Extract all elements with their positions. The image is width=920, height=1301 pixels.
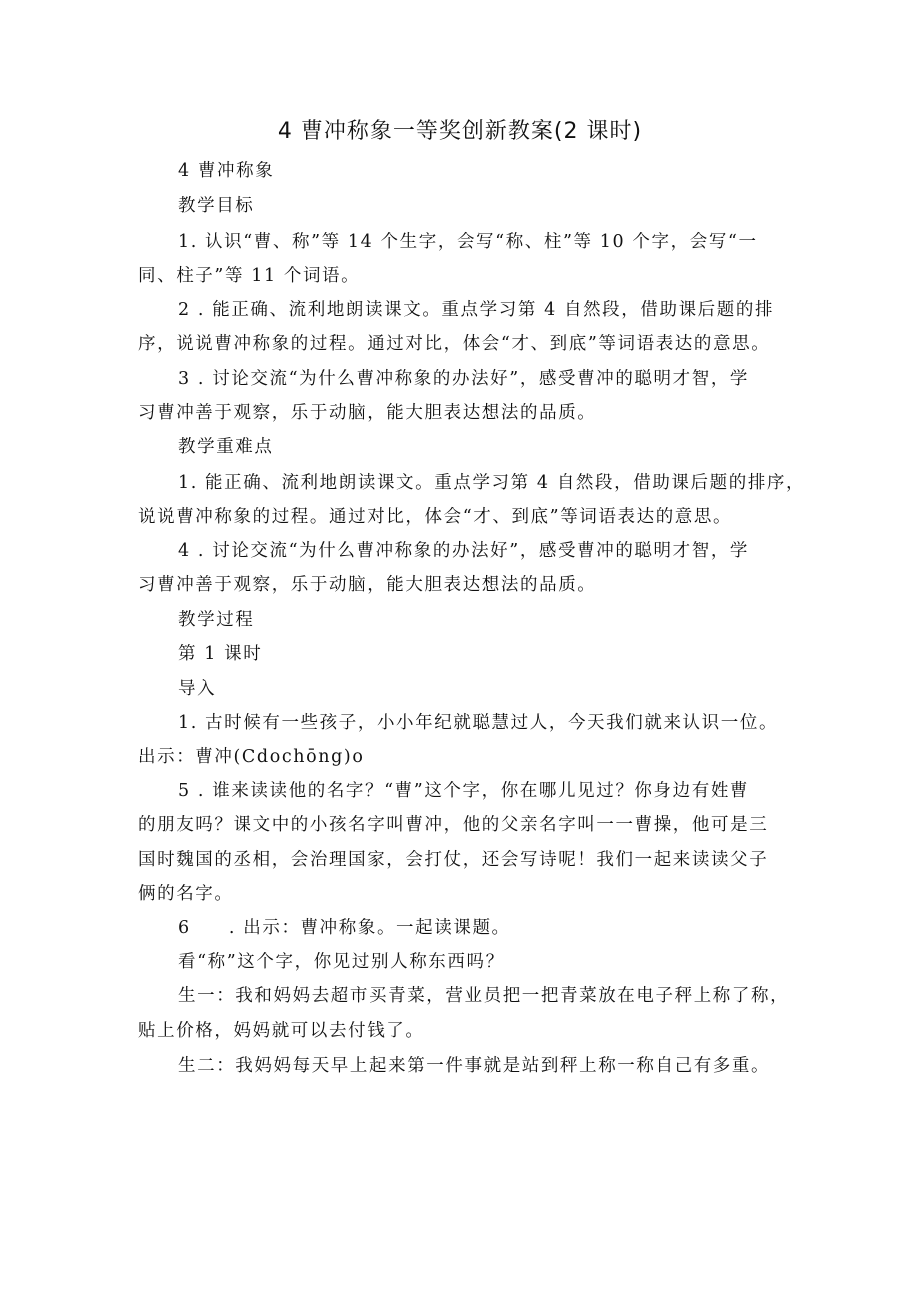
paragraph-line: 生二：我妈妈每天早上起来第一件事就是站到秤上称一称自己有多重。 bbox=[178, 1056, 771, 1076]
section-heading-goals: 教学目标 bbox=[178, 196, 255, 216]
section-heading-key-points: 教学重难点 bbox=[178, 437, 274, 457]
paragraph-line: 的朋友吗？课文中的小孩名字叫曹冲，他的父亲名字叫一一曹操，他可是三 bbox=[138, 815, 769, 835]
paragraph-line: 习曹冲善于观察，乐于动脑，能大胆表达想法的品质。 bbox=[138, 575, 597, 595]
paragraph-line: 俩的名字。 bbox=[138, 884, 234, 904]
paragraph-line: 出示：曹冲(Cdochōng)o bbox=[138, 747, 365, 767]
paragraph-line: 4 . 讨论交流“为什么曹冲称象的办法好”，感受曹冲的聪明才智，学 bbox=[178, 541, 750, 561]
paragraph-line: 说说曹冲称象的过程。通过对比，体会“才、到底”等词语表达的意思。 bbox=[138, 507, 733, 527]
paragraph-line: 1. 能正确、流利地朗读课文。重点学习第 4 自然段，借助课后题的排序， bbox=[178, 473, 806, 493]
lesson-heading: 4 曹冲称象 bbox=[178, 161, 275, 181]
paragraph-line: 1. 古时候有一些孩子，小小年纪就聪慧过人，今天我们就来认识一位。 bbox=[178, 713, 779, 733]
paragraph-line: 序，说说曹冲称象的过程。通过对比，体会“才、到底”等词语表达的意思。 bbox=[138, 334, 771, 354]
lesson-period-heading: 第 1 课时 bbox=[178, 644, 263, 664]
paragraph-line: 2 . 能正确、流利地朗读课文。重点学习第 4 自然段，借助课后题的排 bbox=[178, 300, 775, 320]
paragraph-line: 同、柱子”等 11 个词语。 bbox=[138, 266, 361, 286]
paragraph-line: 5 . 谁来读读他的名字？“曹”这个字，你在哪儿见过？你身边有姓曹 bbox=[178, 781, 750, 801]
section-heading-process: 教学过程 bbox=[178, 610, 255, 630]
paragraph-line: 3 . 讨论交流“为什么曹冲称象的办法好”，感受曹冲的聪明才智，学 bbox=[178, 369, 750, 389]
paragraph-line: 生一：我和妈妈去超市买青菜，营业员把一把青菜放在电子秤上称了称， bbox=[178, 986, 790, 1006]
paragraph-line: 1. 认识“曹、称”等 14 个生字，会写“称、柱”等 10 个字，会写“一 bbox=[178, 232, 758, 252]
paragraph-line: 习曹冲善于观察，乐于动脑，能大胆表达想法的品质。 bbox=[138, 403, 597, 423]
intro-heading: 导入 bbox=[178, 679, 217, 699]
paragraph-line: 6 . 出示：曹冲称象。一起读课题。 bbox=[178, 918, 511, 938]
paragraph-line: 国时魏国的丞相，会治理国家，会打仗，还会写诗呢！我们一起来读读父子 bbox=[138, 850, 769, 870]
document-title: 4 曹冲称象一等奖创新教案(2 课时) bbox=[277, 119, 643, 144]
paragraph-line: 贴上价格，妈妈就可以去付钱了。 bbox=[138, 1021, 425, 1041]
paragraph-line: 看“称”这个字，你见过别人称东西吗？ bbox=[178, 952, 505, 972]
